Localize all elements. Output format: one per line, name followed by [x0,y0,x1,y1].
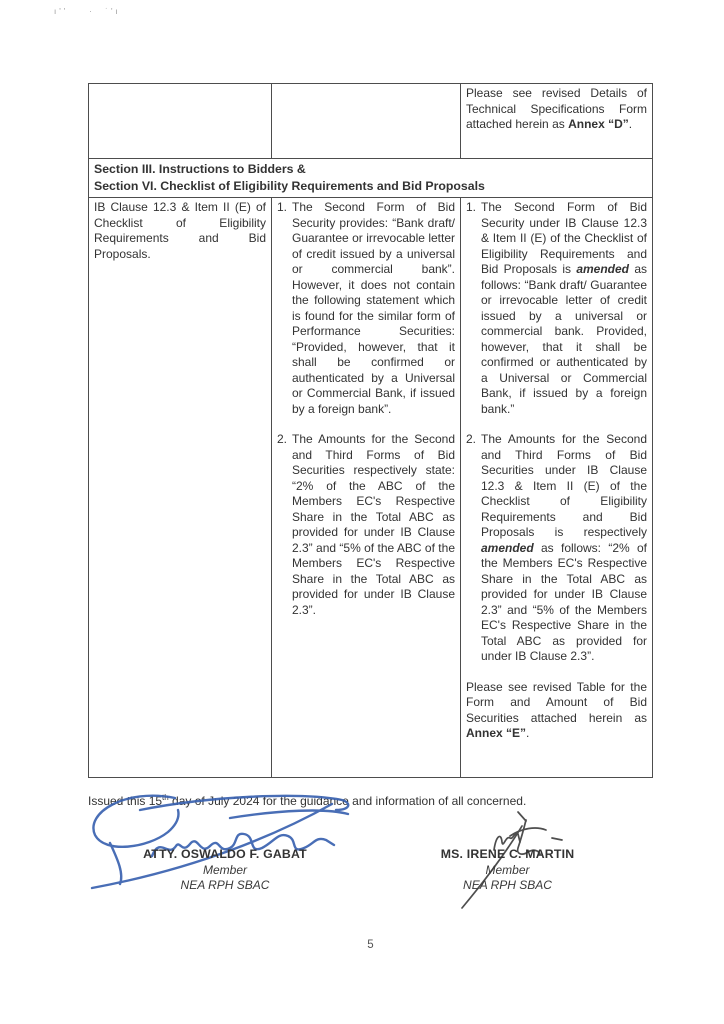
ordinal-suffix: th [162,793,169,802]
revision-note-text: Please see revised Details of Technical Specifications Form attached herein as [466,86,647,131]
page-number: 5 [367,939,374,951]
annex-e-note-text: Please see revised Table for the Form and Amount of Bid Securities attached herein as [466,679,647,725]
list-item-text: The Second Form of Bid Security provides: “Bank draft/ Guarantee or irrevocable letter of credit issued by a universal or commercial bank”. However, it does not contain the following statement which is found for the similar form of Performance Securities: “Provided, however, that it shall be confirmed or authenticated by a Universal or Commercial Bank, if issued by a foreign bank”. [292,200,455,416]
table-row [89,84,652,159]
cell-amended-text [461,198,652,777]
section-header-row [89,159,652,198]
revision-note-period: . [628,117,633,131]
signatory-name: ATTY. OSWALDO F. GABAT [143,847,307,861]
amendment-text: The Second Form of Bid Security under IB Clause 12.3 & Item II (E) of the Checklist of Eligibility Requirements and Bid Proposals is [481,200,647,276]
list-item [466,432,647,665]
cell-empty-original [272,84,461,158]
annex-d-ref: Annex “D” [568,117,629,131]
scan-artifact: ı'' · ˙'ı [54,7,121,16]
list-item [466,200,647,417]
amendment-text: The Amounts for the Second and Third Forms of Bid Securities under IB Clause 12.3 & Item II (E) of the Checklist of Eligibility Requirements and Bid Proposals is respectively [481,432,647,539]
section-header [89,159,652,197]
amendment-text: as follows: “Bank draft/ Guarantee or irrevocable letter of credit issued by a universal or commercial bank. Provided, however, that it shall be confirmed or authenticated by a Universal or Commercial Bank, if issued by a foreign bank.” [481,262,648,416]
list-item-text: The Amounts for the Second and Third Forms of Bid Securities respectively state: “2% of the ABC of the Members EC's Respective Share in the Total ABC as provided for under IB Clause 2.3” and “5% of the ABC of the Members EC's Respective Share in the Total ABC as provided for under IB Clause 2.3”. [292,432,455,617]
cell-revision-note [461,84,652,158]
list-number: 1. [277,200,288,214]
signatory-title: Member [485,862,530,877]
issued-suffix: day of July 2024 for the guidance and information of all concerned. [168,794,527,808]
list-item [277,200,455,417]
section-header-line1: Section III. Instructions to Bidders & [94,162,306,176]
signatory-block [105,847,345,894]
signatory-block [390,847,625,894]
signatory-org: NEA RPH SBAC [180,878,270,892]
signatory-org: NEA RPH SBAC [463,878,552,892]
cell-original-text [272,198,461,777]
amendment-text: as follows: “2% of the Members EC's Respective Share in the Total ABC as provided for under IB Clause 2.3” and “5% of the Members EC's Respective Share in the Total ABC as provided for under IB Clause 2.3”. [481,540,647,663]
issued-prefix: Issued this 15 [88,794,163,808]
cell-provision-ref: IB Clause 12.3 & Item II (E) of Checklist of Eligibility Requirements and Bid Proposals. [89,198,272,777]
issuance-line [88,794,654,808]
cell-empty-provision [89,84,272,158]
section-header-line2: Section VI. Checklist of Eligibility Requirements and Bid Proposals [94,178,485,193]
list-number: 2. [466,432,477,446]
signatory-name: MS. IRENE C. MARTIN [440,847,575,861]
list-number: 1. [466,200,477,214]
list-item-text [481,432,647,665]
list-item-text [481,200,647,417]
annex-e-ref: Annex “E” [466,726,527,740]
annex-e-note [466,680,647,742]
list-item [277,432,455,618]
annex-e-note-period: . [526,726,530,740]
amended-keyword: amended [481,540,534,555]
amendments-table [88,83,653,778]
table-row [89,198,652,777]
signatory-title: Member [202,862,247,877]
list-number: 2. [277,432,288,446]
amended-keyword: amended [576,262,630,276]
